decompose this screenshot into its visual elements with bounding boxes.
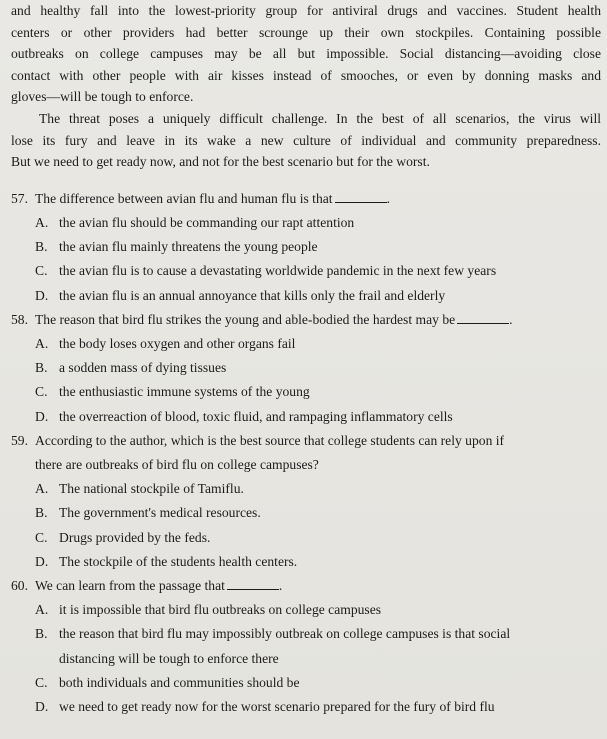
question-text-continued: there are outbreaks of bird flu on college campuses?: [35, 456, 319, 472]
question-text: The difference between avian flu and human flu is that: [35, 190, 333, 206]
question-stem: [11, 574, 601, 598]
option-b: [11, 356, 601, 380]
question-number: 60.: [11, 578, 28, 593]
option-letter: D.: [35, 287, 49, 303]
question-stem: [11, 429, 601, 453]
passage-line: The threat poses a uniquely difficult challenge. In the best of all scenarios, the virus will: [39, 110, 601, 126]
option-letter: B.: [35, 505, 48, 521]
option-letter: B.: [35, 626, 48, 642]
question-number: 59.: [11, 432, 28, 448]
passage-line: gloves—will be tough to enforce.: [11, 89, 194, 105]
option-d: [11, 284, 601, 308]
question-number: 58.: [11, 311, 28, 327]
option-letter: D.: [35, 553, 49, 569]
option-text: the reason that bird flu may impossibly outbreak on college campuses is that social: [59, 626, 511, 642]
option-c: [11, 259, 601, 283]
question-60: [11, 574, 601, 719]
option-letter: A.: [35, 214, 49, 230]
option-b: [11, 501, 601, 525]
option-b: [11, 622, 601, 670]
option-letter: C.: [35, 263, 48, 279]
question-59: [11, 429, 601, 574]
option-c: [11, 380, 601, 404]
option-text: the body loses oxygen and other organs fail: [59, 335, 296, 351]
question-number: 57.: [11, 190, 28, 206]
question-stem: [11, 308, 601, 332]
stem-end: .: [278, 578, 283, 593]
question-text: The reason that bird flu strikes the young and able-bodied the hardest may be: [35, 311, 456, 327]
option-d: [11, 550, 601, 574]
passage-line: lose its fury and leave in its wake a new culture of individual and community preparedness.: [11, 132, 601, 148]
option-text: we need to get ready now for the worst scenario prepared for the fury of bird flu: [59, 699, 495, 715]
passage-line: centers or other providers had better scrounge up their own stockpiles. Containing possible: [11, 24, 601, 40]
option-c: [11, 526, 601, 550]
question-57: [11, 187, 601, 308]
option-letter: D.: [35, 699, 49, 715]
option-a: [11, 598, 601, 622]
passage-paragraph-1: [11, 0, 601, 108]
option-text: the enthusiastic immune systems of the young: [59, 384, 310, 400]
passage-line: and healthy fall into the lowest-priority group for antiviral drugs and vaccines. Student health: [11, 3, 601, 18]
option-d: [11, 405, 601, 429]
question-text: We can learn from the passage that: [35, 578, 225, 593]
option-text: the avian flu should be commanding our rapt attention: [59, 214, 355, 230]
option-letter: C.: [35, 384, 48, 400]
option-text: both individuals and communities should be: [59, 674, 300, 690]
option-letter: B.: [35, 360, 48, 376]
question-58: [11, 308, 601, 429]
option-letter: A.: [35, 602, 49, 618]
passage-line: contact with other people with air kisses instead of smooches, or even by donning masks and: [11, 67, 601, 83]
option-text: Drugs provided by the feds.: [59, 529, 211, 545]
question-text: According to the author, which is the best source that college students can rely upon if: [35, 432, 505, 448]
option-text: a sodden mass of dying tissues: [59, 360, 227, 376]
option-a: [11, 332, 601, 356]
option-letter: A.: [35, 481, 49, 497]
option-text-continued: distancing will be tough to enforce there: [59, 650, 279, 666]
option-text: the avian flu is to cause a devastating worldwide pandemic in the next few years: [59, 263, 497, 279]
passage-line: But we need to get ready now, and not for the best scenario but for the worst.: [11, 154, 430, 170]
option-letter: B.: [35, 239, 48, 255]
option-c: [11, 671, 601, 695]
stem-end: .: [386, 190, 390, 206]
answer-blank: [335, 191, 387, 203]
option-letter: D.: [35, 408, 49, 424]
option-letter: C.: [35, 529, 48, 545]
option-text: the avian flu is an annual annoyance that kills only the frail and elderly: [59, 287, 446, 303]
option-text: it is impossible that bird flu outbreaks on college campuses: [59, 602, 382, 618]
passage-line: outbreaks on college campuses may be all but impossible. Social distancing—avoiding close: [11, 46, 601, 62]
stem-end: .: [509, 311, 513, 327]
answer-blank: [457, 312, 509, 324]
passage-paragraph-2: [11, 108, 601, 173]
answer-blank: [227, 578, 279, 590]
option-d: [11, 695, 601, 719]
option-text: The government's medical resources.: [59, 505, 261, 521]
option-a: [11, 477, 601, 501]
option-text: the avian flu mainly threatens the young people: [59, 239, 318, 255]
option-letter: A.: [35, 335, 49, 351]
option-b: [11, 235, 601, 259]
option-a: [11, 211, 601, 235]
option-letter: C.: [35, 674, 48, 690]
option-text: The stockpile of the students health centers.: [59, 553, 298, 569]
option-text: the overreaction of blood, toxic fluid, and rampaging inflammatory cells: [59, 408, 453, 424]
question-stem: [11, 187, 601, 211]
option-text: The national stockpile of Tamiflu.: [59, 481, 244, 497]
